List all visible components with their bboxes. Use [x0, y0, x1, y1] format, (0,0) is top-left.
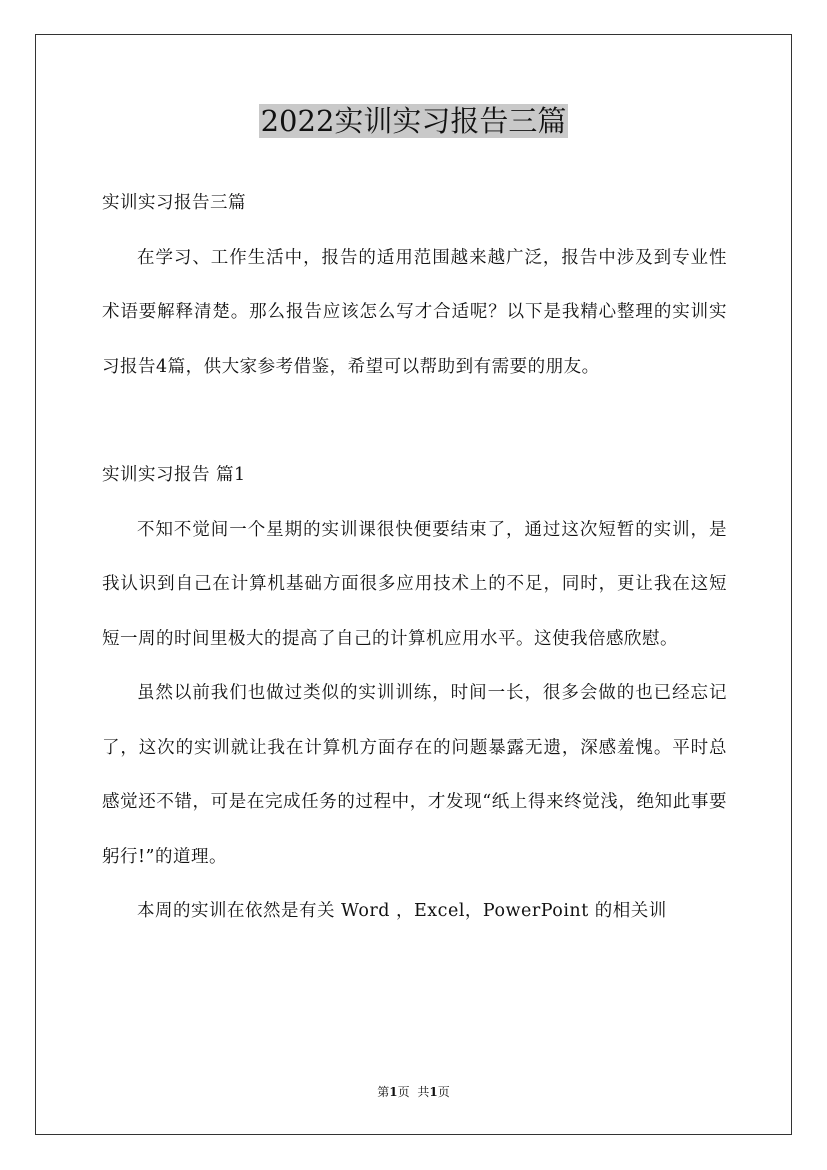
paragraph-gap	[102, 394, 727, 448]
footer-total-prefix: 共	[417, 1085, 430, 1099]
footer-total-number: 1	[429, 1085, 438, 1099]
body-paragraph: 本周的实训在依然是有关 Word ，Excel，PowerPoint 的相关训	[137, 901, 667, 921]
document-title	[0, 100, 827, 142]
section-heading: 实训实习报告 篇1	[102, 465, 246, 485]
footer-page-suffix: 页	[397, 1085, 410, 1099]
body-paragraph: 不知不觉间一个星期的实训课很快便要结束了，通过这次短暂的实训，是我认识到自己在计算机基础方面很多应用技术上的不足，同时，更让我在这短短一周的时间里极大的提高了自己的计算机应用水平。这使我倍感欣慰。	[102, 519, 727, 649]
intro-paragraph: 在学习、工作生活中，报告的适用范围越来越广泛，报告中涉及到专业性术语要解释清楚。那么报告应该怎么写才合适呢？以下是我精心整理的实训实习报告4篇，供大家参考借鉴，希望可以帮助到有需要的朋友。	[102, 247, 727, 377]
document-title-text: 2022实训实习报告三篇	[260, 104, 567, 138]
body-paragraph: 虽然以前我们也做过类似的实训训练，时间一长，很多会做的也已经忘记了，这次的实训就让我在计算机方面存在的问题暴露无遗，深感羞愧。平时总感觉还不错，可是在完成任务的过程中，才发现“纸上得来终觉浅，绝知此事要躬行!”的道理。	[102, 683, 727, 867]
footer-page-prefix: 第	[377, 1085, 390, 1099]
document-heading: 实训实习报告三篇	[102, 193, 246, 213]
footer-total-suffix: 页	[437, 1085, 450, 1099]
page-footer	[0, 1084, 827, 1100]
footer-page-number: 1	[389, 1085, 398, 1099]
document-body	[102, 176, 727, 939]
